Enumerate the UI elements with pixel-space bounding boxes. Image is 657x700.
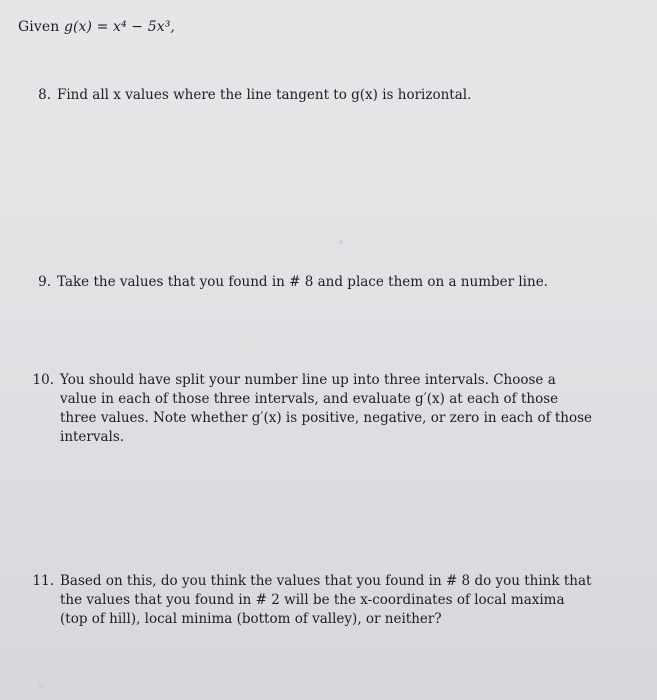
question-number: 9. [38,274,51,290]
function-definition: g(x) = x⁴ − 5x³, [63,19,175,35]
question-text: Find all x values where the line tangent to g(x) is horizontal. [57,87,472,103]
question-number: 10. [32,372,54,388]
paper-speck [339,240,343,244]
question-11 [28,572,596,629]
question-9 [33,273,633,292]
paper-speck [38,683,44,689]
given-statement [18,19,175,35]
question-number: 11. [32,573,54,589]
question-10 [28,371,596,447]
question-text: Take the values that you found in # 8 and place them on a number line. [57,274,548,290]
given-label: Given [18,19,60,35]
question-text: Based on this, do you think the values that you found in # 8 do you think that the values that you found in # 2 will be the x-coordinates of local maxima (top of hill), local minima (bottom of valley), or neither? [60,573,592,627]
question-text: You should have split your number line up into three intervals. Choose a value in each of those three intervals, and evaluate g′(x) at each of those three values. Note whether g′(x) is positive, negative, or zero in each of those intervals. [60,372,593,445]
question-8 [33,86,633,105]
question-number: 8. [38,87,51,103]
